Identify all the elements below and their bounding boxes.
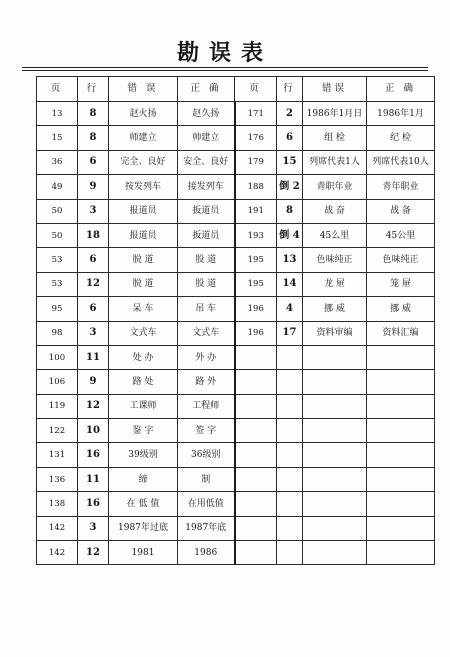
right-page-cell bbox=[235, 541, 277, 565]
left-error-cell: 鉴 字 bbox=[109, 419, 178, 443]
left-correct-cell: 1987年底 bbox=[178, 516, 235, 540]
left-correct-cell: 股 道 bbox=[178, 272, 235, 296]
right-page-cell: 195 bbox=[235, 248, 277, 272]
left-page-cell: 95 bbox=[37, 297, 78, 321]
right-line-cell: 倒 2 bbox=[277, 175, 303, 199]
left-line-cell: 3 bbox=[78, 516, 109, 540]
left-error-cell: 工课师 bbox=[109, 394, 178, 418]
left-line-cell: 8 bbox=[78, 126, 109, 150]
table-row bbox=[37, 467, 435, 491]
right-error-cell: 组 检 bbox=[303, 126, 367, 150]
left-correct-cell: 签 字 bbox=[178, 419, 235, 443]
table-row bbox=[37, 175, 435, 199]
right-page-cell: 196 bbox=[235, 321, 277, 345]
left-error-cell: 脱 道 bbox=[109, 248, 178, 272]
right-line-cell bbox=[277, 345, 303, 369]
left-error-cell: 39级别 bbox=[109, 443, 178, 467]
left-line-cell: 9 bbox=[78, 370, 109, 394]
left-line-cell: 10 bbox=[78, 419, 109, 443]
right-correct-cell: 笼 屉 bbox=[367, 272, 435, 296]
right-line-cell: 8 bbox=[277, 199, 303, 223]
right-correct-cell: 列席代表10人 bbox=[367, 150, 435, 174]
header-page: 页 bbox=[37, 77, 78, 102]
right-page-cell bbox=[235, 345, 277, 369]
right-correct-cell bbox=[367, 419, 435, 443]
left-page-cell: 98 bbox=[37, 321, 78, 345]
right-line-cell: 6 bbox=[277, 126, 303, 150]
table-row bbox=[37, 443, 435, 467]
right-error-cell: 挪 威 bbox=[303, 297, 367, 321]
right-page-cell: 176 bbox=[235, 126, 277, 150]
right-error-cell bbox=[303, 419, 367, 443]
page-title: 勘误表 bbox=[176, 41, 273, 66]
left-correct-cell: 1986 bbox=[178, 541, 235, 565]
left-page-cell: 100 bbox=[37, 345, 78, 369]
left-correct-cell: 36级别 bbox=[178, 443, 235, 467]
left-error-cell: 师建立 bbox=[109, 126, 178, 150]
left-correct-cell: 股 道 bbox=[178, 248, 235, 272]
left-line-cell: 16 bbox=[78, 443, 109, 467]
table-row bbox=[37, 248, 435, 272]
right-error-cell: 色味纯正 bbox=[303, 248, 367, 272]
errata-body bbox=[37, 102, 435, 565]
right-line-cell bbox=[277, 370, 303, 394]
right-line-cell bbox=[277, 394, 303, 418]
left-page-cell: 119 bbox=[37, 394, 78, 418]
table-row bbox=[37, 394, 435, 418]
left-page-cell: 142 bbox=[37, 516, 78, 540]
right-line-cell: 4 bbox=[277, 297, 303, 321]
left-error-cell: 路 处 bbox=[109, 370, 178, 394]
left-line-cell: 3 bbox=[78, 321, 109, 345]
right-correct-cell bbox=[367, 443, 435, 467]
left-line-cell: 18 bbox=[78, 223, 109, 247]
right-line-cell: 13 bbox=[277, 248, 303, 272]
right-page-cell: 188 bbox=[235, 175, 277, 199]
right-page-cell: 171 bbox=[235, 102, 277, 126]
left-correct-cell: 文式车 bbox=[178, 321, 235, 345]
table-row bbox=[37, 102, 435, 126]
table-row bbox=[37, 297, 435, 321]
table-row bbox=[37, 150, 435, 174]
right-correct-cell: 色味纯正 bbox=[367, 248, 435, 272]
errata-table bbox=[36, 76, 435, 565]
right-line-cell: 15 bbox=[277, 150, 303, 174]
left-page-cell: 36 bbox=[37, 150, 78, 174]
left-line-cell: 6 bbox=[78, 150, 109, 174]
left-error-cell: 脱 道 bbox=[109, 272, 178, 296]
left-page-cell: 49 bbox=[37, 175, 78, 199]
title-rule bbox=[22, 67, 428, 68]
right-page-cell bbox=[235, 370, 277, 394]
right-error-cell bbox=[303, 541, 367, 565]
right-correct-cell: 战 备 bbox=[367, 199, 435, 223]
right-error-cell: 资料审编 bbox=[303, 321, 367, 345]
left-line-cell: 3 bbox=[78, 199, 109, 223]
right-line-cell bbox=[277, 492, 303, 516]
left-error-cell: 按发列车 bbox=[109, 175, 178, 199]
right-page-cell bbox=[235, 516, 277, 540]
left-line-cell: 12 bbox=[78, 541, 109, 565]
left-correct-cell: 在用低值 bbox=[178, 492, 235, 516]
right-page-cell bbox=[235, 443, 277, 467]
left-page-cell: 13 bbox=[37, 102, 78, 126]
left-error-cell: 报道员 bbox=[109, 199, 178, 223]
right-page-cell: 195 bbox=[235, 272, 277, 296]
header-correct: 正 确 bbox=[178, 77, 235, 102]
header-page-right: 页 bbox=[235, 77, 277, 102]
right-page-cell: 179 bbox=[235, 150, 277, 174]
left-page-cell: 50 bbox=[37, 223, 78, 247]
left-page-cell: 142 bbox=[37, 541, 78, 565]
left-correct-cell: 扳道员 bbox=[178, 199, 235, 223]
table-row bbox=[37, 516, 435, 540]
left-error-cell: 文式车 bbox=[109, 321, 178, 345]
left-error-cell: 1981 bbox=[109, 541, 178, 565]
left-page-cell: 131 bbox=[37, 443, 78, 467]
left-error-cell: 1987年过底 bbox=[109, 516, 178, 540]
table-row bbox=[37, 223, 435, 247]
left-line-cell: 9 bbox=[78, 175, 109, 199]
left-page-cell: 50 bbox=[37, 199, 78, 223]
left-line-cell: 16 bbox=[78, 492, 109, 516]
right-error-cell: 45么里 bbox=[303, 223, 367, 247]
left-correct-cell: 制 bbox=[178, 467, 235, 491]
left-error-cell: 在 低 值 bbox=[109, 492, 178, 516]
left-correct-cell: 安全、良好 bbox=[178, 150, 235, 174]
right-correct-cell bbox=[367, 394, 435, 418]
header-error: 错 误 bbox=[109, 77, 178, 102]
right-line-cell bbox=[277, 443, 303, 467]
right-error-cell bbox=[303, 345, 367, 369]
left-line-cell: 8 bbox=[78, 102, 109, 126]
left-line-cell: 12 bbox=[78, 272, 109, 296]
right-line-cell: 14 bbox=[277, 272, 303, 296]
left-line-cell: 11 bbox=[78, 467, 109, 491]
left-correct-cell: 接发列车 bbox=[178, 175, 235, 199]
left-correct-cell: 工程师 bbox=[178, 394, 235, 418]
left-page-cell: 53 bbox=[37, 272, 78, 296]
right-correct-cell bbox=[367, 345, 435, 369]
left-correct-cell: 路 外 bbox=[178, 370, 235, 394]
right-page-cell bbox=[235, 394, 277, 418]
right-line-cell: 倒 4 bbox=[277, 223, 303, 247]
left-line-cell: 6 bbox=[78, 297, 109, 321]
right-line-cell bbox=[277, 419, 303, 443]
right-page-cell bbox=[235, 419, 277, 443]
table-row bbox=[37, 321, 435, 345]
left-error-cell: 完全、良好 bbox=[109, 150, 178, 174]
right-error-cell bbox=[303, 443, 367, 467]
right-correct-cell bbox=[367, 541, 435, 565]
right-error-cell: 战 奋 bbox=[303, 199, 367, 223]
left-page-cell: 136 bbox=[37, 467, 78, 491]
table-row bbox=[37, 541, 435, 565]
left-correct-cell: 扳道员 bbox=[178, 223, 235, 247]
header-line-right: 行 bbox=[277, 77, 303, 102]
left-correct-cell: 帅建立 bbox=[178, 126, 235, 150]
right-correct-cell: 青年职业 bbox=[367, 175, 435, 199]
header-correct-right: 正 确 bbox=[367, 77, 435, 102]
left-correct-cell: 吊 车 bbox=[178, 297, 235, 321]
right-correct-cell: 纪 检 bbox=[367, 126, 435, 150]
right-line-cell bbox=[277, 467, 303, 491]
right-correct-cell bbox=[367, 370, 435, 394]
left-error-cell: 呆 车 bbox=[109, 297, 178, 321]
header-row bbox=[37, 77, 435, 102]
right-correct-cell bbox=[367, 467, 435, 491]
left-page-cell: 15 bbox=[37, 126, 78, 150]
table-row bbox=[37, 370, 435, 394]
right-correct-cell: 1986年1月 bbox=[367, 102, 435, 126]
right-error-cell bbox=[303, 516, 367, 540]
right-error-cell: 龙 屉 bbox=[303, 272, 367, 296]
right-page-cell: 191 bbox=[235, 199, 277, 223]
left-page-cell: 122 bbox=[37, 419, 78, 443]
right-correct-cell bbox=[367, 516, 435, 540]
right-error-cell: 列席代表1人 bbox=[303, 150, 367, 174]
right-correct-cell: 45公里 bbox=[367, 223, 435, 247]
right-error-cell bbox=[303, 394, 367, 418]
left-line-cell: 12 bbox=[78, 394, 109, 418]
left-correct-cell: 赵久扬 bbox=[178, 102, 235, 126]
right-error-cell bbox=[303, 467, 367, 491]
right-error-cell: 1986年1月日 bbox=[303, 102, 367, 126]
left-line-cell: 11 bbox=[78, 345, 109, 369]
left-line-cell: 6 bbox=[78, 248, 109, 272]
table-row bbox=[37, 345, 435, 369]
table-row bbox=[37, 126, 435, 150]
left-error-cell: 处 办 bbox=[109, 345, 178, 369]
right-line-cell: 17 bbox=[277, 321, 303, 345]
left-page-cell: 53 bbox=[37, 248, 78, 272]
left-correct-cell: 外 办 bbox=[178, 345, 235, 369]
table-row bbox=[37, 272, 435, 296]
left-page-cell: 106 bbox=[37, 370, 78, 394]
right-page-cell: 193 bbox=[235, 223, 277, 247]
header-line: 行 bbox=[78, 77, 109, 102]
left-error-cell: 报道员 bbox=[109, 223, 178, 247]
right-line-cell: 2 bbox=[277, 102, 303, 126]
table-row bbox=[37, 199, 435, 223]
header-error-right: 错误 bbox=[303, 77, 367, 102]
right-line-cell bbox=[277, 516, 303, 540]
left-error-cell: 赵火扬 bbox=[109, 102, 178, 126]
right-correct-cell bbox=[367, 492, 435, 516]
table-row bbox=[37, 419, 435, 443]
right-error-cell: 青职年业 bbox=[303, 175, 367, 199]
right-correct-cell: 挪 威 bbox=[367, 297, 435, 321]
right-page-cell bbox=[235, 467, 277, 491]
right-page-cell: 196 bbox=[235, 297, 277, 321]
right-correct-cell: 资料汇编 bbox=[367, 321, 435, 345]
right-page-cell bbox=[235, 492, 277, 516]
table-row bbox=[37, 492, 435, 516]
title-rule-thin bbox=[22, 70, 428, 71]
right-error-cell bbox=[303, 492, 367, 516]
right-line-cell bbox=[277, 541, 303, 565]
left-error-cell: 缔 bbox=[109, 467, 178, 491]
left-page-cell: 138 bbox=[37, 492, 78, 516]
right-error-cell bbox=[303, 370, 367, 394]
